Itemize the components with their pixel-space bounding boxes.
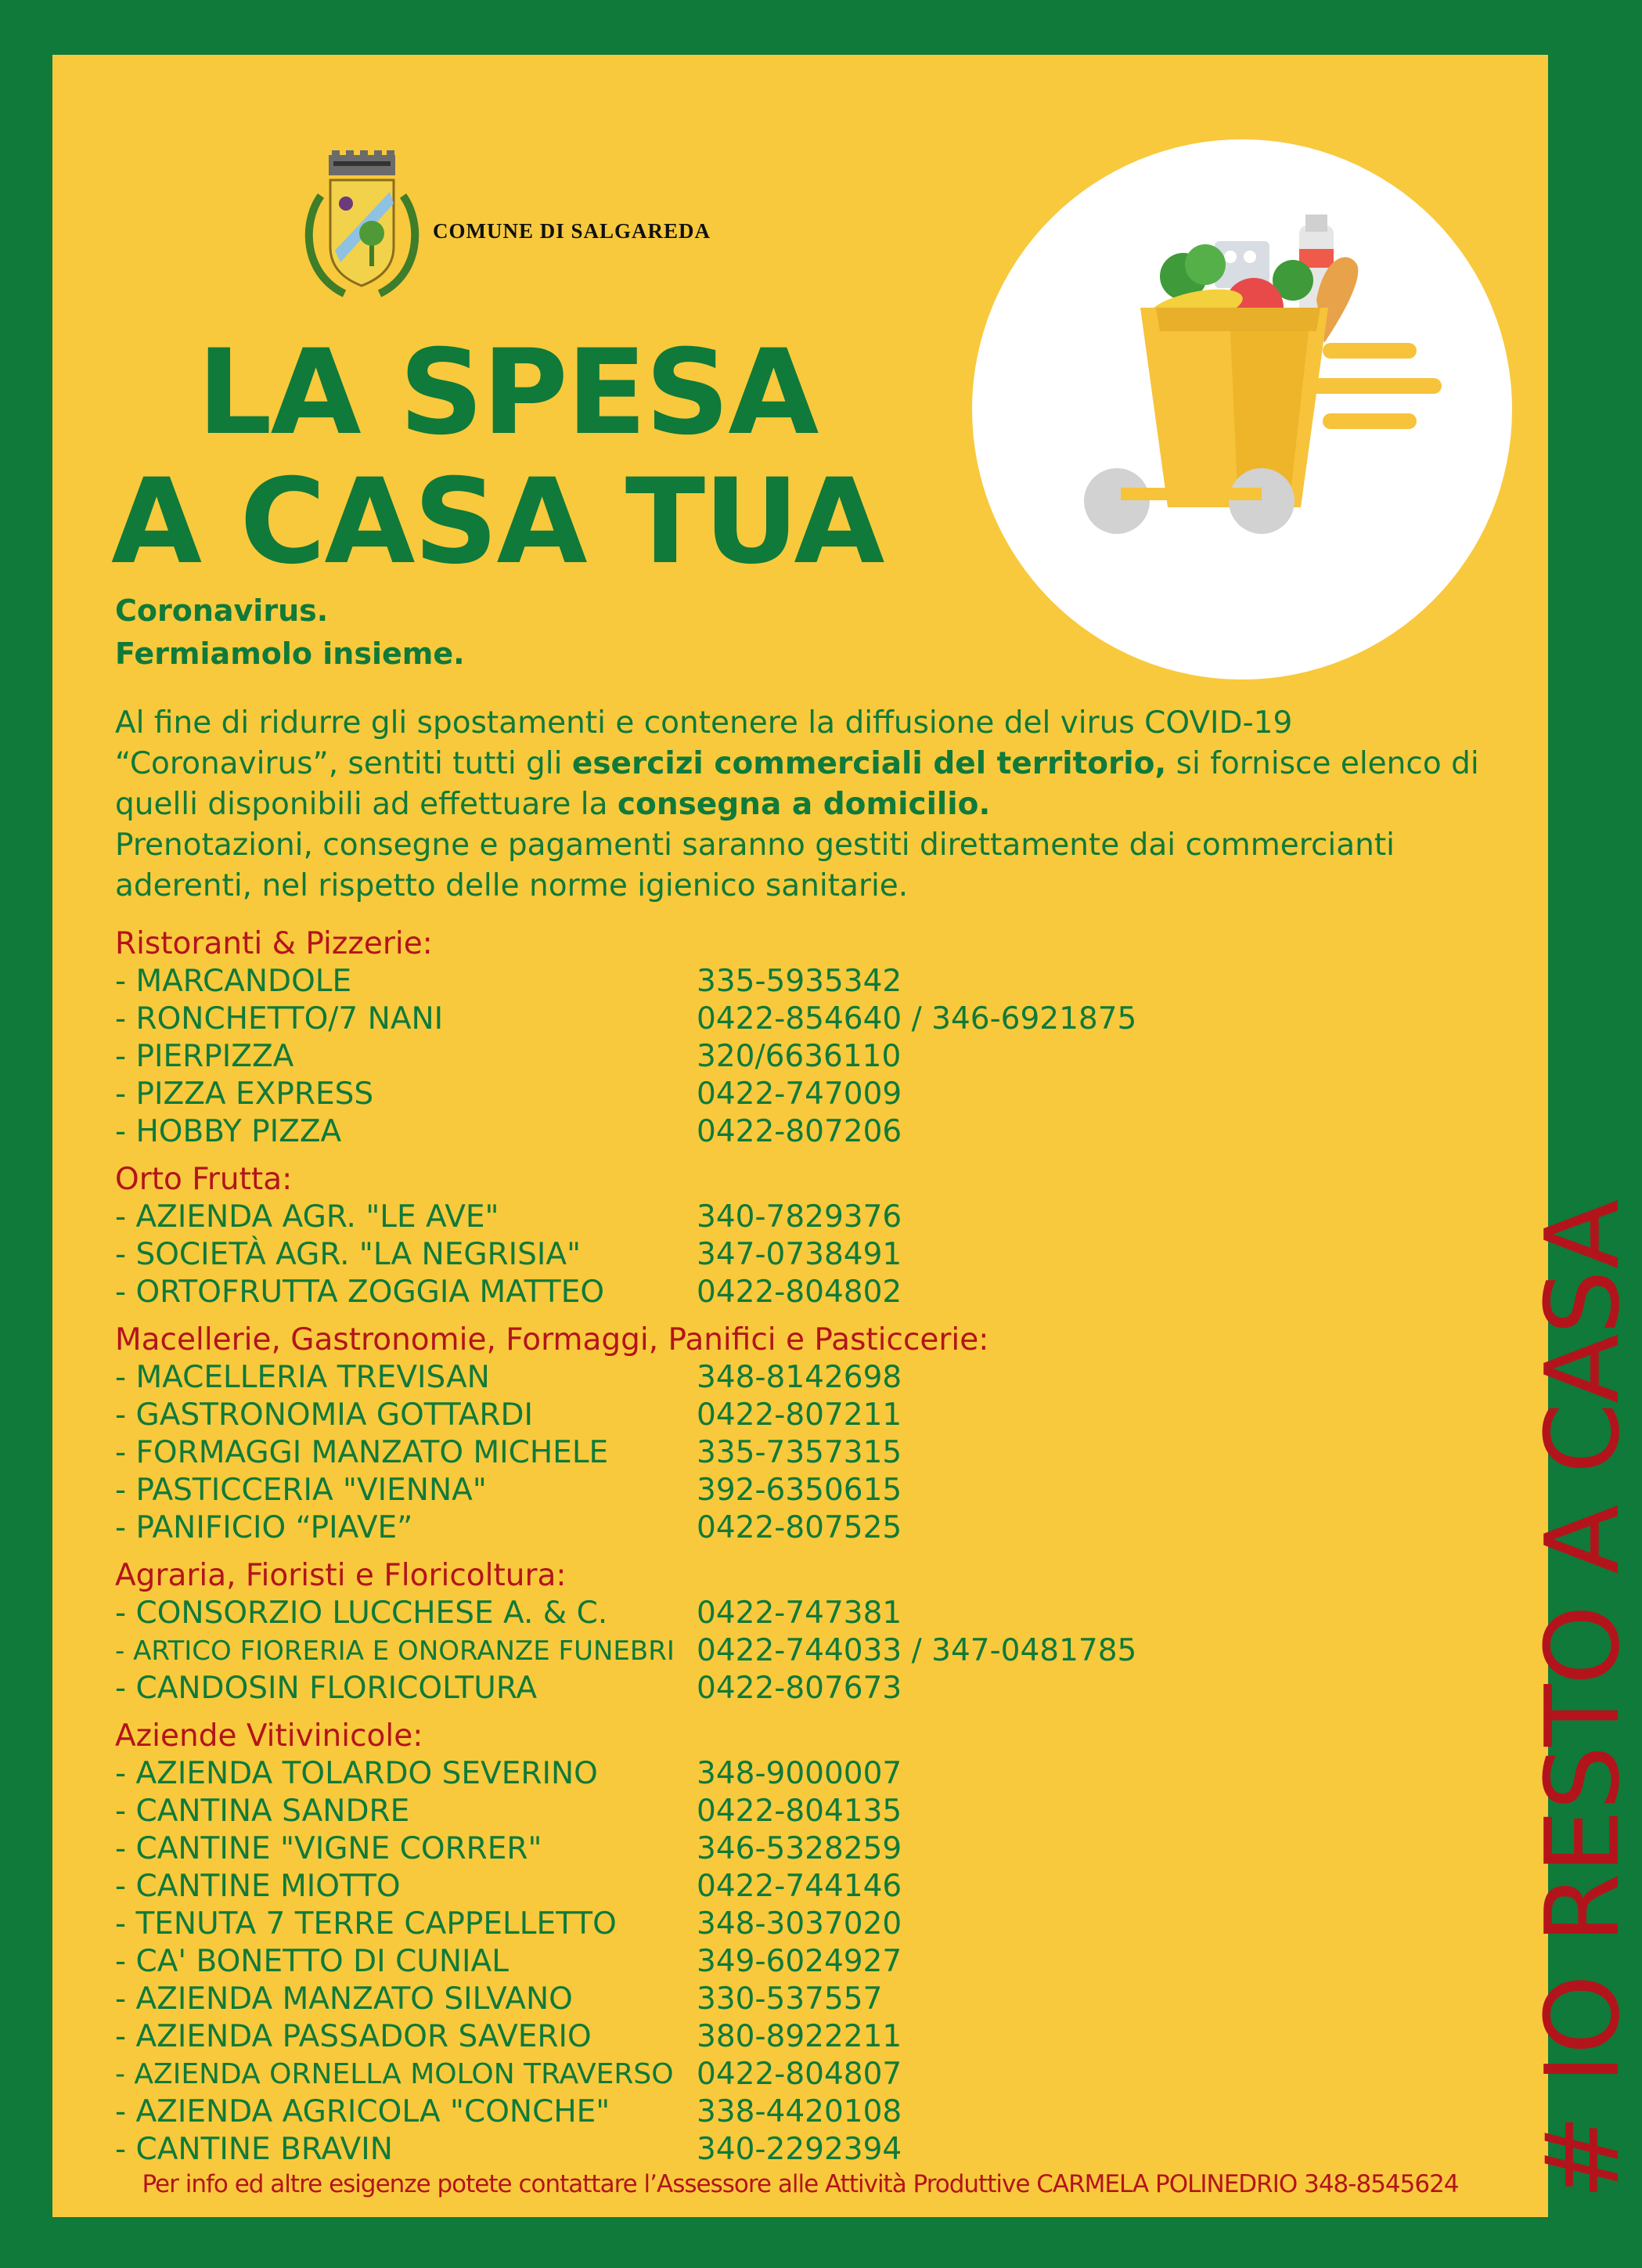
section-agraria xyxy=(115,1557,1430,1707)
business-phone: 0422-804135 xyxy=(697,1794,902,1829)
business-phone: 0422-747009 xyxy=(697,1076,902,1112)
list-item xyxy=(115,1359,1430,1397)
business-phone: 348-8142698 xyxy=(697,1360,902,1395)
grocery-illustration xyxy=(972,139,1512,680)
business-name: - AZIENDA TOLARDO SEVERINO xyxy=(115,1756,598,1791)
business-name: - CANTINE BRAVIN xyxy=(115,2132,393,2167)
business-phone: 0422-807673 xyxy=(697,1671,902,1706)
business-name: - GASTRONOMIA GOTTARDI xyxy=(115,1397,534,1433)
business-name: - ORTOFRUTTA ZOGGIA MATTEO xyxy=(115,1275,605,1310)
business-name: - AZIENDA MANZATO SILVANO xyxy=(115,1981,573,2017)
business-name: - MACELLERIA TREVISAN xyxy=(115,1360,490,1395)
list-item xyxy=(115,1397,1430,1434)
section-orto-frutta xyxy=(115,1161,1430,1311)
coat-of-arms-icon xyxy=(297,149,427,305)
business-name: - CANTINE MIOTTO xyxy=(115,1869,401,1904)
business-name: - PIERPIZZA xyxy=(115,1039,294,1074)
business-name: - RONCHETTO/7 NANI xyxy=(115,1001,444,1037)
list-item xyxy=(115,1113,1430,1151)
business-phone: 0422-807206 xyxy=(697,1114,902,1149)
business-phone: 347-0738491 xyxy=(697,1237,902,1272)
list-item xyxy=(115,1868,1430,1906)
grocery-cart-icon xyxy=(972,139,1512,680)
business-phone: 349-6024927 xyxy=(697,1944,902,1979)
business-phone: 0422-804802 xyxy=(697,1275,902,1310)
subtitle-line-1: Coronavirus. xyxy=(115,593,329,628)
business-phone: 330-537557 xyxy=(697,1981,883,2017)
business-phone: 392-6350615 xyxy=(697,1473,902,1508)
business-listing xyxy=(115,925,1430,2179)
section-vitivinicole xyxy=(115,1718,1430,2169)
business-name: - SOCIETÀ AGR. "LA NEGRISIA" xyxy=(115,1237,582,1272)
poster xyxy=(52,55,1642,2217)
business-name: - PIZZA EXPRESS xyxy=(115,1076,374,1112)
list-item xyxy=(115,1434,1430,1472)
io-resto-a-casa-slogan: # IO RESTO A CASA xyxy=(1523,1199,1642,2200)
list-item xyxy=(115,1001,1430,1038)
list-item xyxy=(115,2056,1430,2093)
list-item xyxy=(115,1981,1430,2018)
business-phone: 340-2292394 xyxy=(697,2132,902,2167)
list-item xyxy=(115,1793,1430,1830)
business-name: - CONSORZIO LUCCHESE A. & C. xyxy=(115,1596,608,1631)
list-item xyxy=(115,1509,1430,1547)
business-name: - MARCANDOLE xyxy=(115,964,352,999)
list-item xyxy=(115,1076,1430,1113)
section-title: Ristoranti & Pizzerie: xyxy=(115,926,433,961)
list-item xyxy=(115,1830,1430,1868)
section-ristoranti xyxy=(115,925,1430,1151)
list-item xyxy=(115,1236,1430,1274)
business-name: - CANTINE "VIGNE CORRER" xyxy=(115,1831,542,1866)
business-phone: 348-3037020 xyxy=(697,1906,902,1942)
intro-text-2: si fornisce elenco di quelli disponibili ad effettuare la xyxy=(115,746,1479,822)
business-phone: 348-9000007 xyxy=(697,1756,902,1791)
business-phone: 0422-744033 / 347-0481785 xyxy=(697,1633,1137,1668)
list-item xyxy=(115,1472,1430,1509)
list-item xyxy=(115,2131,1430,2169)
business-name: - CA' BONETTO DI CUNIAL xyxy=(115,1944,509,1979)
business-phone: 340-7829376 xyxy=(697,1199,902,1235)
business-phone: 0422-747381 xyxy=(697,1596,902,1631)
subtitle xyxy=(115,590,465,676)
business-name: - AZIENDA PASSADOR SAVERIO xyxy=(115,2019,592,2054)
list-item xyxy=(115,1595,1430,1632)
intro-bold-1: esercizi commerciali del territorio, xyxy=(571,746,1167,781)
section-macellerie xyxy=(115,1321,1430,1547)
intro-text-3: Prenotazioni, consegne e pagamenti saranno gestiti direttamente dai commercianti aderenti, nel rispetto delle norme igienico sanitarie. xyxy=(115,828,1395,903)
business-phone: 335-7357315 xyxy=(697,1435,902,1470)
business-name: - FORMAGGI MANZATO MICHELE xyxy=(115,1435,609,1470)
business-name: - ARTICO FIORERIA E ONORANZE FUNEBRI xyxy=(115,1635,675,1667)
intro-bold-2: consegna a domicilio. xyxy=(617,787,991,822)
business-name: - CANTINA SANDRE xyxy=(115,1794,410,1829)
business-phone: 335-5935342 xyxy=(697,964,902,999)
section-title: Agraria, Fioristi e Floricoltura: xyxy=(115,1558,567,1593)
business-name: - AZIENDA AGR. "LE AVE" xyxy=(115,1199,499,1235)
business-name: - TENUTA 7 TERRE CAPPELLETTO xyxy=(115,1906,617,1942)
business-phone: 346-5328259 xyxy=(697,1831,902,1866)
business-phone: 338-4420108 xyxy=(697,2094,902,2129)
page-title xyxy=(111,325,884,590)
business-name: - PANIFICIO “PIAVE” xyxy=(115,1510,413,1545)
list-item xyxy=(115,1199,1430,1236)
section-title: Orto Frutta: xyxy=(115,1162,293,1197)
business-phone: 0422-854640 / 346-6921875 xyxy=(697,1001,1137,1037)
comune-name: COMUNE DI SALGAREDA xyxy=(433,219,711,243)
business-phone: 0422-807211 xyxy=(697,1397,902,1433)
business-phone: 0422-744146 xyxy=(697,1869,902,1904)
list-item xyxy=(115,1906,1430,1943)
list-item xyxy=(115,963,1430,1001)
title-line-2: A CASA TUA xyxy=(111,454,884,590)
business-phone: 0422-807525 xyxy=(697,1510,902,1545)
business-name: - AZIENDA ORNELLA MOLON TRAVERSO xyxy=(115,2058,674,2090)
business-phone: 380-8922211 xyxy=(697,2019,902,2054)
section-title: Aziende Vitivinicole: xyxy=(115,1718,423,1754)
list-item xyxy=(115,1943,1430,1981)
business-name: - HOBBY PIZZA xyxy=(115,1114,342,1149)
list-item xyxy=(115,1038,1430,1076)
business-phone: 0422-804807 xyxy=(697,2057,902,2092)
list-item xyxy=(115,2093,1430,2131)
section-title: Macellerie, Gastronomie, Formaggi, Panifici e Pasticcerie: xyxy=(115,1322,989,1358)
business-name: - CANDOSIN FLORICOLTURA xyxy=(115,1671,538,1706)
business-name: - AZIENDA AGRICOLA "CONCHE" xyxy=(115,2094,610,2129)
list-item xyxy=(115,1755,1430,1793)
footer-contact: Per info ed altre esigenze potete contattare l’Assessore alle Attività Produttive CARMELA POLINEDRIO 348-8545624 xyxy=(142,2170,1459,2198)
intro-paragraph xyxy=(115,703,1516,907)
business-phone: 320/6636110 xyxy=(697,1039,902,1074)
list-item xyxy=(115,1274,1430,1311)
list-item xyxy=(115,2018,1430,2056)
subtitle-line-2: Fermiamolo insieme. xyxy=(115,636,465,671)
intro-text-1: Al fine di ridurre gli spostamenti e contenere la diffusione del virus COVID-19 “Coronavirus”, sentiti tutti gli xyxy=(115,705,1293,781)
title-line-1: LA SPESA xyxy=(197,325,818,461)
list-item xyxy=(115,1670,1430,1707)
business-name: - PASTICCERIA "VIENNA" xyxy=(115,1473,487,1508)
list-item xyxy=(115,1632,1430,1670)
